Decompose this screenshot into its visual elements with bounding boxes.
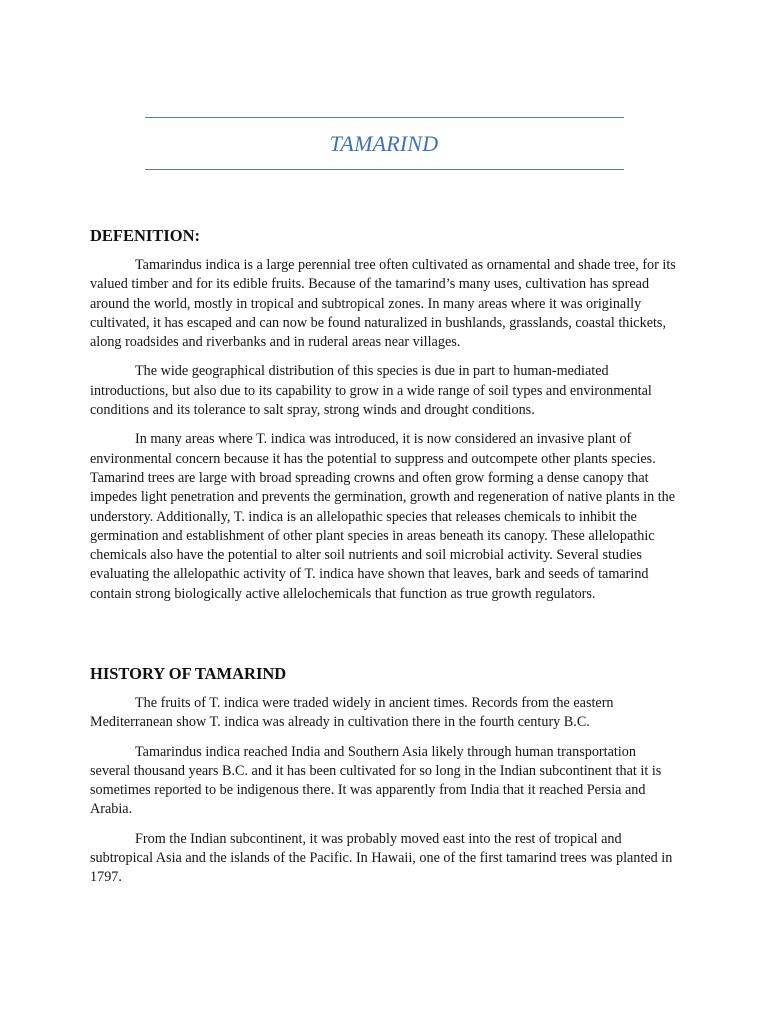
definition-paragraph-2: The wide geographical distribution of this species is due in part to human-mediated introductions, but also due to its capability to grow in a wide range of soil types and environmental conditions and its tolerance to salt spray, strong winds and drought conditions. (90, 363, 652, 419)
document-title: TAMARIND (329, 131, 439, 156)
history-heading: HISTORY OF TAMARIND (90, 664, 287, 683)
definition-section (90, 226, 676, 614)
definition-heading: DEFENITION: (90, 226, 201, 245)
definition-paragraph-3: In many areas where T. indica was introduced, it is now considered an invasive plant of environmental concern because it has the potential to suppress and outcompete other plants species. Tamarind trees are large with broad spreading crowns and often grow forming a dense canopy that impedes light penetration and prevents the germination, growth and regeneration of native plants in the understory. Additionally, T. indica is an allelopathic species that releases chemicals to inhibit the germination and establishment of other plant species in areas beneath its canopy. These allelopathic chemicals also have the potential to alter soil nutrients and soil microbial activity. Several studies evaluating the allelopathic activity of T. indica have shown that leaves, bark and seeds of tamarind contain strong biologically active allelochemicals that function as true growth regulators. (90, 431, 676, 602)
history-section (90, 664, 676, 898)
title-rule-bottom (145, 169, 624, 170)
history-paragraph-2: Tamarindus indica reached India and Southern Asia likely through human transportation several thousand years B.C. and it has been cultivated for so long in the Indian subcontinent that it is sometimes reported to be indigenous there. It was apparently from India that it reached Persia and Arabia. (90, 743, 662, 818)
definition-paragraph-1: Tamarindus indica is a large perennial tree often cultivated as ornamental and shade tree, for its valued timber and for its edible fruits. Because of the tamarind’s many uses, cultivation has spread around the world, mostly in tropical and subtropical zones. In many areas where it was originally cultivated, it has escaped and can now be found naturalized in bushlands, grasslands, coastal thickets, along roadsides and riverbanks and in ruderal areas near villages. (90, 257, 676, 351)
history-paragraph-3: From the Indian subcontinent, it was probably moved east into the rest of tropical and subtropical Asia and the islands of the Pacific. In Hawaii, one of the first tamarind trees was planted in 1797. (90, 830, 673, 886)
history-paragraph-1: The fruits of T. indica were traded widely in ancient times. Records from the eastern Mediterranean show T. indica was already in cultivation there in the fourth century B.C. (90, 695, 614, 731)
title-rule-top (145, 117, 624, 118)
